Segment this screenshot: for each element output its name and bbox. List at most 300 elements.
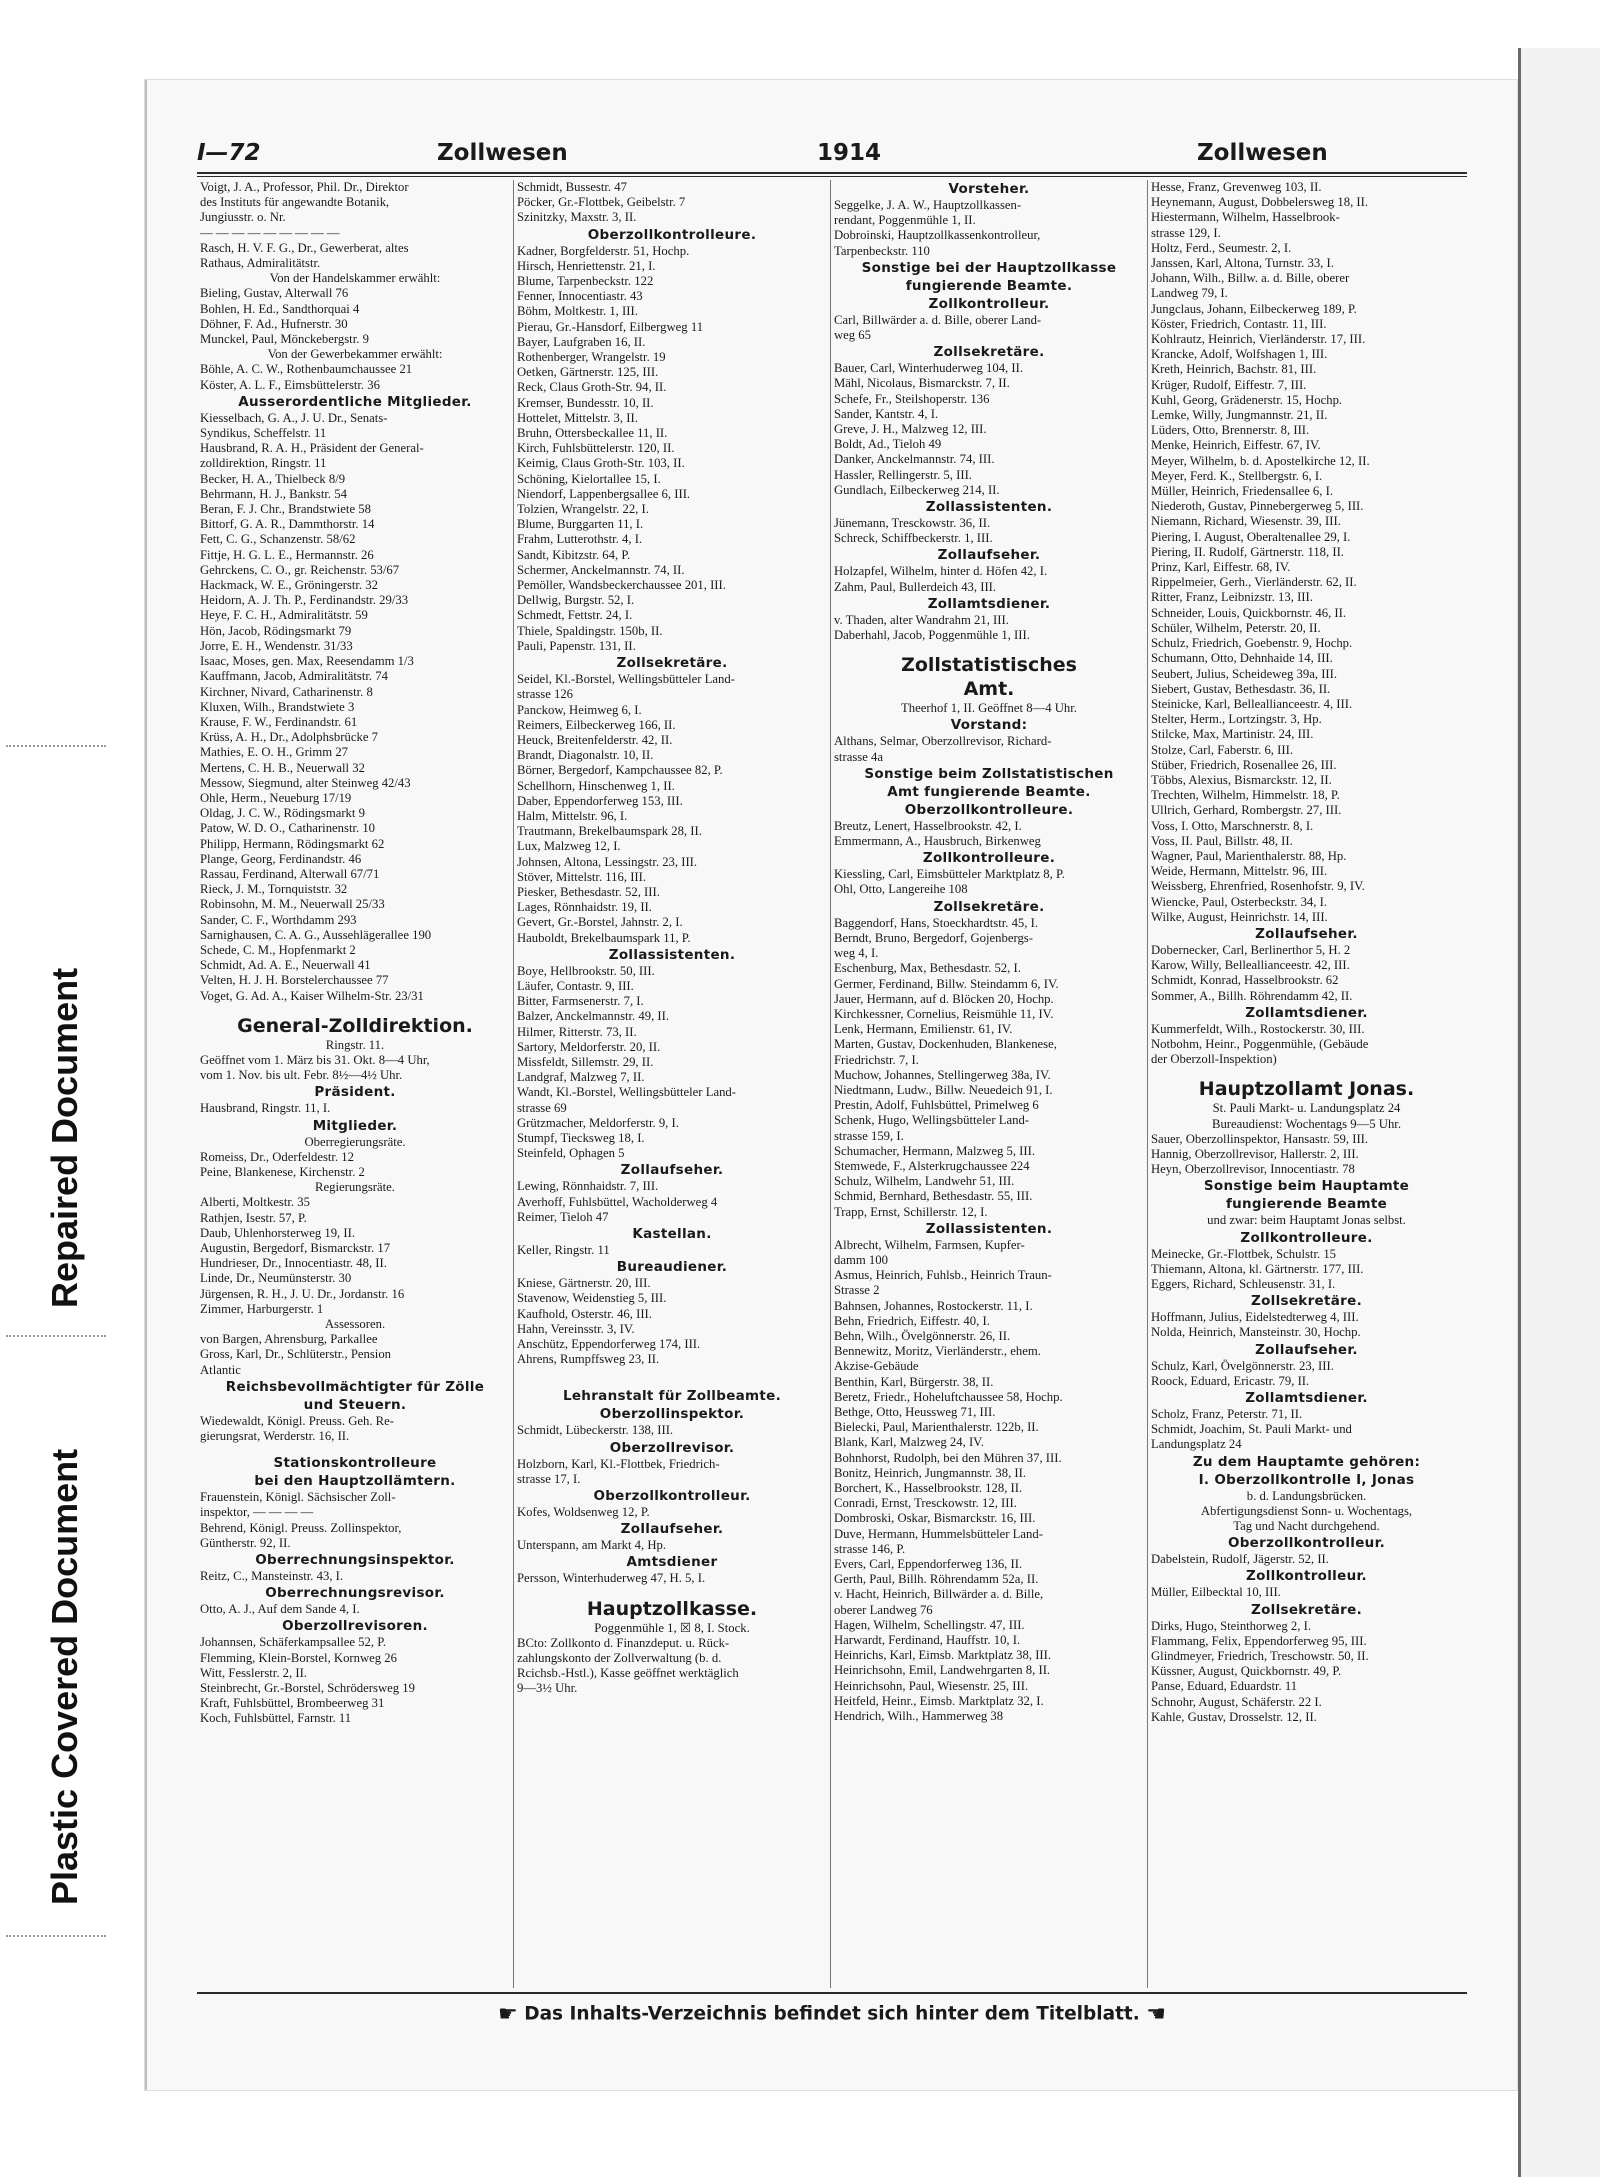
entry-line: Regierungsräte. <box>315 1180 395 1195</box>
entry-line: Carl, Billwärder a. d. Bille, oberer Land- <box>834 312 1042 327</box>
entry-line: Witt, Fesslerstr. 2, II. <box>200 1665 307 1680</box>
entry-line: Läufer, Contastr. 9, III. <box>517 978 634 993</box>
binding-sidebar <box>0 745 110 1945</box>
entry-line: Kauffmann, Jacob, Admiralitätstr. 74 <box>200 669 388 684</box>
entry-line: Oldag, J. C. W., Rödingsmarkt 9 <box>200 806 365 821</box>
entry-line: Bennewitz, Moritz, Vierländerstr., ehem. <box>834 1344 1041 1359</box>
entry-line: Krüger, Rudolf, Eiffestr. 7, III. <box>1151 377 1307 392</box>
entry-line: Karow, Willy, Belleallianceestr. 42, III. <box>1151 958 1350 973</box>
entry-line: Kreth, Heinrich, Bachstr. 81, III. <box>1151 362 1317 377</box>
entry-line: Germer, Ferdinand, Billw. Steindamm 6, IV. <box>834 976 1059 991</box>
entry-line: Ritter, Franz, Leibnizstr. 13, III. <box>1151 590 1313 605</box>
entry-line: Seidel, Kl.-Borstel, Wellingsbütteler Land- <box>517 672 735 687</box>
entry-line: Lenk, Hermann, Emilienstr. 61, IV. <box>834 1022 1013 1037</box>
section-heading: Zu dem Hauptamte gehören: <box>1192 1453 1421 1470</box>
entry-line: Trapp, Ernst, Schillerstr. 12, I. <box>834 1204 988 1219</box>
entry-line: Hön, Jacob, Rödingsmarkt 79 <box>200 623 352 638</box>
entry-line: Fittje, H. G. L. E., Hermannstr. 26 <box>200 547 374 562</box>
entry-line: Kraft, Fuhlsbüttel, Brombeerweg 31 <box>200 1696 385 1711</box>
entry-line: Dobroinski, Hauptzollkassenkontrolleur, <box>834 228 1041 243</box>
entry-line: Eggers, Richard, Schleusenstr. 31, I. <box>1151 1277 1336 1291</box>
entry-line: Bitter, Farmsenerstr. 7, I. <box>517 994 644 1009</box>
entry-line: Jorre, E. H., Wendenstr. 31/33 <box>200 638 353 653</box>
entry-line: Landungsplatz 24 <box>1151 1437 1242 1452</box>
spacer <box>200 1444 510 1454</box>
entry-line: Seubert, Julius, Scheideweg 39a, III. <box>1151 666 1338 681</box>
entry-line: Blume, Burggarten 11, I. <box>517 517 644 532</box>
entry-line: Johannsen, Schäferkampsallee 52, P. <box>200 1635 387 1650</box>
entry-line: Müller, Eilbecktal 10, III. <box>1151 1585 1281 1600</box>
entry-line: Stemwede, F., Alsterkrugchaussee 224 <box>834 1158 1030 1173</box>
entry-line: Müller, Heinrich, Friedensallee 6, I. <box>1151 484 1333 499</box>
entry-line: Ohle, Herm., Neueburg 17/19 <box>200 790 352 805</box>
header-title-right: Zollwesen <box>1197 140 1328 166</box>
entry-line: Küssner, August, Quickbornstr. 49, P. <box>1151 1664 1342 1679</box>
entry-line: Janssen, Karl, Altona, Turnstr. 33, I. <box>1151 256 1334 271</box>
entry-line: Munckel, Paul, Mönckebergstr. 9 <box>200 332 369 347</box>
entry-line: Niedtmann, Ludw., Billw. Neuedeich 91, I. <box>834 1082 1053 1097</box>
entry-line: Bayer, Laufgraben 16, II. <box>517 334 646 349</box>
entry-line: Boldt, Ad., Tieloh 49 <box>834 437 942 452</box>
entry-line: strasse 4a <box>834 749 883 764</box>
entry-line: Voss, II. Paul, Billstr. 48, II. <box>1151 833 1293 848</box>
entry-line: Sander, Kantstr. 4, I. <box>834 406 939 421</box>
entry-line: Bieling, Gustav, Alterwall 76 <box>200 286 349 301</box>
column-4 <box>1148 180 1465 1988</box>
entry-line: strasse 126 <box>517 687 574 702</box>
section-heading: Lehranstalt für Zollbeamte. <box>562 1388 782 1405</box>
entry-line: Kaufhold, Osterstr. 46, III. <box>517 1306 652 1321</box>
entry-line: Tolzien, Wrangelstr. 22, I. <box>517 502 649 517</box>
entry-line: Voget, G. Ad. A., Kaiser Wilhelm-Str. 23/31 <box>200 988 424 1003</box>
entry-line: Geöffnet vom 1. März bis 31. Okt. 8—4 Uhr, <box>200 1052 430 1067</box>
entry-line: Schefe, Fr., Steilshoperstr. 136 <box>834 391 990 406</box>
entry-line: Schulz, Friedrich, Goebenstr. 9, Hochp. <box>1151 636 1353 651</box>
entry-line: Poggenmühle 1, ☒ 8, I. Stock. <box>594 1620 750 1635</box>
entry-line: Böhle, A. C. W., Rothenbaumchaussee 21 <box>200 362 413 377</box>
section-heading: Oberzollkontrolleure. <box>904 801 1074 818</box>
entry-line: Lewing, Rönnhaidstr. 7, III. <box>517 1179 659 1194</box>
entry-line: Nolda, Heinrich, Mansteinstr. 30, Hochp. <box>1151 1325 1361 1340</box>
entry-line: Többs, Alexius, Bismarckstr. 12, II. <box>1151 772 1332 787</box>
section-heading: Bureaudiener. <box>616 1259 728 1276</box>
entry-line: Rasch, H. V. F. G., Dr., Gewerberat, altes <box>200 240 409 255</box>
spacer <box>1151 1067 1462 1077</box>
entry-line: Bohlen, H. Ed., Sandthorquai 4 <box>200 301 360 316</box>
section-heading: General-Zolldirektion. <box>237 1014 473 1037</box>
entry-line: Holzborn, Karl, Kl.-Flottbek, Friedrich- <box>517 1456 720 1471</box>
entry-line: Hottelet, Mittelstr. 3, II. <box>517 410 638 425</box>
entry-line: Jünemann, Tresckowstr. 36, II. <box>834 516 991 531</box>
entry-line: Börner, Bergedorf, Kampchaussee 82, P. <box>517 763 723 778</box>
repaired-document-label: Repaired Document <box>44 967 85 1308</box>
entry-line: Heinrichsohn, Emil, Landwehrgarten 8, II. <box>834 1663 1051 1678</box>
footer-note <box>197 2002 1467 2027</box>
entry-line: Theerhof 1, II. Geöffnet 8—4 Uhr. <box>901 701 1077 716</box>
entry-line: Behn, Wilh., Övelgönnerstr. 26, II. <box>834 1328 1011 1343</box>
entry-line: Niemann, Richard, Wiesenstr. 39, III. <box>1151 514 1341 529</box>
section-heading: Zollsekretäre. <box>616 655 728 672</box>
section-heading: Amt fungierende Beamte. <box>887 783 1091 800</box>
section-heading: Kastellan. <box>632 1226 712 1242</box>
entry-line: Schneider, Louis, Quickbornstr. 46, II. <box>1151 605 1347 620</box>
entry-line: Lüders, Otto, Brennerstr. 8, III. <box>1151 423 1310 438</box>
entry-line: BCto: Zollkonto d. Finanzdeput. u. Rück- <box>517 1635 730 1650</box>
entry-line: Wilke, August, Heinrichstr. 14, III. <box>1151 909 1328 924</box>
entry-line: Isaac, Moses, gen. Max, Reesendamm 1/3 <box>200 654 414 669</box>
entry-line: Kuhl, Georg, Grädenerstr. 15, Hochp. <box>1151 392 1343 407</box>
entry-line: Pierau, Gr.-Hansdorf, Eilbergweg 11 <box>517 319 704 334</box>
entry-line: Glindmeyer, Friedrich, Treschowstr. 50, II. <box>1151 1649 1369 1664</box>
entry-line: Heynemann, August, Dobbelersweg 18, II. <box>1151 195 1369 210</box>
entry-line: Lages, Rönnhaidstr. 19, II. <box>517 900 652 915</box>
entry-line: Evers, Carl, Eppendorferweg 136, II. <box>834 1557 1023 1572</box>
spacer <box>834 643 1144 653</box>
entry-line: Rippelmeier, Gerh., Vierländerstr. 62, II. <box>1151 575 1357 590</box>
entry-line: Conradi, Ernst, Tresckowstr. 12, III. <box>834 1496 1017 1511</box>
entry-line: Wandt, Kl.-Borstel, Wellingsbütteler Land- <box>517 1085 736 1100</box>
sidebar-divider <box>6 1335 106 1337</box>
section-heading: fungierende Beamte <box>1225 1196 1388 1213</box>
entry-line: Dirks, Hugo, Steinthorweg 2, I. <box>1151 1618 1311 1633</box>
entry-line: Reimer, Tieloh 47 <box>517 1209 609 1224</box>
section-heading: Oberrechnungsinspektor. <box>255 1552 455 1569</box>
entry-line: Rathaus, Admiralitätstr. <box>200 256 321 271</box>
entry-line: Otto, A. J., Auf dem Sande 4, I. <box>200 1602 360 1617</box>
entry-line: Schede, C. M., Hopfenmarkt 2 <box>200 942 356 957</box>
entry-line: Patow, W. D. O., Catharinenstr. 10 <box>200 821 376 836</box>
entry-line: Kiessling, Carl, Eimsbütteler Marktplatz 8, P. <box>834 867 1065 882</box>
entry-line: Heuck, Breitenfelderstr. 42, II. <box>517 732 673 747</box>
section-heading: Zollaufseher. <box>620 1162 724 1179</box>
entry-line: Schmidt, Konrad, Hasselbrookstr. 62 <box>1151 973 1339 988</box>
entry-line: — — — — — — — — — <box>200 225 340 240</box>
entry-line: Kohlrautz, Heinrich, Vierländerstr. 17, III. <box>1151 332 1366 347</box>
entry-line: Meyer, Wilhelm, b. d. Apostelkirche 12, II. <box>1151 453 1370 468</box>
entry-line: Frahm, Lutterothstr. 4, I. <box>517 532 643 547</box>
entry-line: Koch, Fuhlsbüttel, Farnstr. 11 <box>200 1711 352 1726</box>
entry-line: Balzer, Anckelmannstr. 49, II. <box>517 1009 670 1024</box>
section-heading: Hauptzollkasse. <box>586 1597 758 1620</box>
section-heading: Zollamtsdiener. <box>1245 1004 1368 1021</box>
entry-line: Schumann, Otto, Dehnhaide 14, III. <box>1151 651 1333 666</box>
entry-line: Hausbrand, Ringstr. 11, I. <box>200 1101 331 1116</box>
entry-line: Eschenburg, Max, Bethesdastr. 52, I. <box>834 961 1021 976</box>
entry-line: Hiestermann, Wilhelm, Hasselbrook- <box>1151 210 1340 225</box>
entry-line: Gevert, Gr.-Borstel, Jahnstr. 2, I. <box>517 915 683 930</box>
entry-line: Bohnhorst, Rudolph, bei den Mühren 37, III. <box>834 1450 1062 1465</box>
entry-line: Duve, Hermann, Hummelsbütteler Land- <box>834 1526 1043 1541</box>
entry-line: Schmidt, Ad. A. E., Neuerwall 41 <box>200 958 371 973</box>
section-heading: Oberzollrevisor. <box>609 1439 735 1456</box>
entry-line: Strasse 2 <box>834 1283 880 1298</box>
entry-line: gierungsrat, Werderstr. 16, II. <box>200 1429 350 1444</box>
entry-line: Köster, Friedrich, Contastr. 11, III. <box>1151 316 1327 331</box>
sidebar-divider <box>6 1935 106 1937</box>
entry-line: Böhm, Moltkestr. 1, III. <box>517 304 638 319</box>
spacer <box>517 1367 827 1377</box>
entry-line: Alberti, Moltkestr. 35 <box>200 1195 310 1210</box>
section-heading: Stationskontrolleure <box>273 1455 437 1472</box>
entry-line: Schöning, Kielortallee 15, I. <box>517 471 661 486</box>
entry-line: Averhoff, Fuhlsbüttel, Wacholderweg 4 <box>517 1194 718 1209</box>
section-heading: Zollaufseher. <box>937 547 1041 564</box>
header-rule <box>197 172 1467 174</box>
section-heading: Zollamtsdiener. <box>1245 1390 1368 1407</box>
entry-line: Fenner, Innocentiastr. 43 <box>517 289 643 304</box>
section-heading: Oberzollrevisoren. <box>282 1618 428 1635</box>
entry-line: Daber, Eppendorferweg 153, III. <box>517 793 683 808</box>
entry-line: Gehrckens, C. O., gr. Reichenstr. 53/67 <box>200 562 400 577</box>
entry-line: Steinfeld, Ophagen 5 <box>517 1146 625 1161</box>
entry-line: Notbohm, Heinr., Poggenmühle, (Gebäude <box>1151 1036 1369 1051</box>
section-heading: Ausserordentliche Mitglieder. <box>238 393 472 410</box>
running-header <box>197 126 1427 166</box>
footer-text: Das Inhalts-Verzeichnis befindet sich hinter dem Titelblatt. <box>524 2003 1140 2025</box>
entry-line: Linde, Dr., Neumünsterstr. 30 <box>200 1271 352 1286</box>
entry-line: Daberhahl, Jacob, Poggenmühle 1, III. <box>834 628 1030 643</box>
header-year: 1914 <box>817 140 882 166</box>
entry-line: Albrecht, Wilhelm, Farmsen, Kupfer- <box>834 1237 1025 1252</box>
entry-line: Behn, Friedrich, Eiffestr. 40, I. <box>834 1313 990 1328</box>
entry-line: Scholz, Franz, Peterstr. 71, II. <box>1151 1407 1303 1422</box>
sidebar-divider <box>6 745 106 747</box>
entry-line: Stavenow, Weidenstieg 5, III. <box>517 1291 667 1306</box>
entry-line: Syndikus, Scheffelstr. 11 <box>200 426 327 441</box>
entry-line: zahlungskonto der Zollverwaltung (b. d. <box>517 1651 722 1666</box>
section-heading: Oberzollkontrolleure. <box>587 226 757 243</box>
entry-line: Steinicke, Karl, Belleallianceestr. 4, III. <box>1151 696 1353 711</box>
section-heading: Sonstige bei der Hauptzollkasse <box>861 259 1117 276</box>
entry-line: Piesker, Bethesdastr. 52, III. <box>517 884 660 899</box>
section-heading: Sonstige beim Zollstatistischen <box>864 765 1114 782</box>
entry-line: Schermer, Anckelmannstr. 74, II. <box>517 562 685 577</box>
entry-line: von Bargen, Ahrensburg, Parkallee <box>200 1332 378 1347</box>
section-heading: Zollstatistisches <box>901 654 1077 677</box>
entry-line: Hendrich, Wilh., Hammerweg 38 <box>834 1709 1004 1724</box>
scan-edge <box>1518 48 1600 2177</box>
entry-line: Rathjen, Isestr. 57, P. <box>200 1210 307 1225</box>
entry-line: Halm, Mittelstr. 96, I. <box>517 808 628 823</box>
entry-line: Hoffmann, Julius, Eidelstedterweg 4, III. <box>1151 1310 1359 1325</box>
entry-line: Ullrich, Gerhard, Rombergstr. 27, III. <box>1151 803 1342 818</box>
entry-line: Kremser, Bundesstr. 10, II. <box>517 395 654 410</box>
entry-line: inspektor, — — — — <box>200 1505 314 1520</box>
section-heading: Sonstige beim Hauptamte <box>1203 1178 1410 1195</box>
entry-line: strasse 17, I. <box>517 1471 581 1486</box>
entry-line: Schüler, Wilhelm, Peterstr. 20, II. <box>1151 620 1321 635</box>
section-heading: und Steuern. <box>303 1396 407 1413</box>
entry-line: des Instituts für angewandte Botanik, <box>200 195 390 210</box>
entry-line: v. Hacht, Heinrich, Billwärder a. d. Bille, <box>834 1587 1044 1602</box>
entry-line: Meinecke, Gr.-Flottbek, Schulstr. 15 <box>1151 1246 1337 1261</box>
entry-line: Peine, Blankenese, Kirchenstr. 2 <box>200 1164 365 1179</box>
entry-line: Panckow, Heimweg 6, I. <box>517 702 642 717</box>
entry-line: Jungiusstr. o. Nr. <box>200 210 286 225</box>
entry-line: Anschütz, Eppendorferweg 174, III. <box>517 1337 701 1352</box>
section-heading: Zollassistenten. <box>608 946 736 963</box>
entry-line: Heinrichsohn, Paul, Wiesenstr. 25, III. <box>834 1678 1029 1693</box>
section-heading: Präsident. <box>314 1084 396 1101</box>
entry-line: Hundrieser, Dr., Innocentiastr. 48, II. <box>200 1256 387 1271</box>
entry-line: strasse 159, I. <box>834 1128 904 1143</box>
entry-line: Hausbrand, R. A. H., Präsident der General- <box>200 441 424 456</box>
entry-line: Kadner, Borgfelderstr. 51, Hochp. <box>517 243 690 258</box>
entry-line: Mertens, C. H. B., Neuerwall 32 <box>200 760 365 775</box>
entry-line: Niendorf, Lappenbergsallee 6, III. <box>517 486 691 501</box>
plastic-covered-label: Plastic Covered Document <box>44 1448 85 1905</box>
entry-line: Velten, H. J. H. Borstelerchaussee 77 <box>200 973 389 988</box>
entry-line: Reitz, C., Mansteinstr. 43, I. <box>200 1569 344 1584</box>
entry-line: Schumacher, Hermann, Malzweg 5, III. <box>834 1143 1036 1158</box>
entry-line: Rassau, Ferdinand, Alterwall 67/71 <box>200 866 380 881</box>
entry-line: Messow, Siegmund, alter Steinweg 42/43 <box>200 775 411 790</box>
section-heading: Hauptzollamt Jonas. <box>1198 1078 1415 1101</box>
entry-line: Kiesselbach, G. A., J. U. Dr., Senats- <box>200 410 388 425</box>
spacer <box>200 1004 510 1014</box>
entry-line: Jungclaus, Johann, Eilbeckerweg 189, P. <box>1151 301 1357 316</box>
entry-line: Zahm, Paul, Bullerdeich 43, III. <box>834 579 997 594</box>
entry-line: Benthin, Karl, Bürgerstr. 38, II. <box>834 1374 994 1389</box>
entry-line: Holtz, Ferd., Seumestr. 2, I. <box>1151 240 1292 255</box>
entry-line: Von der Handelskammer erwählt: <box>269 271 441 286</box>
entry-line: strasse 129, I. <box>1151 225 1221 240</box>
entry-line: Kirchkessner, Cornelius, Reismühle 11, IV. <box>834 1006 1054 1021</box>
entry-line: Roock, Eduard, Ericastr. 79, II. <box>1151 1373 1310 1388</box>
entry-line: damm 100 <box>834 1252 888 1267</box>
entry-line: Friedrichstr. 7, I. <box>834 1052 919 1067</box>
entry-line: Augustin, Bergedorf, Bismarckstr. 17 <box>200 1241 391 1255</box>
entry-line: Dombroski, Oskar, Bismarckstr. 16, III. <box>834 1511 1036 1526</box>
entry-line: St. Pauli Markt- u. Landungsplatz 24 <box>1212 1101 1401 1116</box>
entry-line: Kahle, Gustav, Drosselstr. 12, II. <box>1151 1709 1317 1724</box>
entry-line: Weissberg, Ehrenfried, Rosenhofstr. 9, IV. <box>1151 879 1365 894</box>
entry-line: Philipp, Hermann, Rödingsmarkt 62 <box>200 836 385 851</box>
entry-line: Prestin, Adolf, Fuhlsbüttel, Primelweg 6 <box>834 1098 1039 1113</box>
pointing-hand-icon: ☛ <box>498 2002 518 2027</box>
entry-line: Schmidt, Bussestr. 47 <box>517 180 627 194</box>
entry-line: Jürgensen, R. H., J. U. Dr., Jordanstr. 16 <box>200 1286 405 1301</box>
section-heading: Zollkontrolleure. <box>1240 1229 1373 1246</box>
entry-line: 9—3½ Uhr. <box>517 1681 578 1696</box>
section-heading: Oberzollkontrolleur. <box>1227 1535 1386 1552</box>
entry-line: Emmermann, A., Hausbruch, Birkenweg <box>834 834 1041 849</box>
entry-line: Becker, H. A., Thielbeck 8/9 <box>200 471 346 486</box>
entry-line: Wagner, Paul, Marienthalerstr. 88, Hp. <box>1151 848 1347 863</box>
section-heading: Zollsekretäre. <box>1250 1293 1362 1310</box>
entry-line: Borchert, K., Hasselbrookstr. 128, II. <box>834 1481 1023 1495</box>
entry-line: Akzise-Gebäude <box>834 1359 919 1374</box>
entry-line: Harwardt, Ferdinand, Hauffstr. 10, I. <box>834 1633 1021 1648</box>
entry-line: Pemöller, Wandsbeckerchaussee 201, III. <box>517 578 726 593</box>
entry-line: Prinz, Karl, Eiffestr. 68, IV. <box>1151 560 1291 575</box>
section-heading: Zollaufseher. <box>620 1521 724 1538</box>
entry-line: Althans, Selmar, Oberzollrevisor, Richard- <box>834 734 1052 749</box>
entry-line: Von der Gewerbekammer erwählt: <box>267 347 443 362</box>
entry-line: Brandt, Diagonalstr. 10, II. <box>517 748 654 763</box>
entry-line: der Oberzoll-Inspektion) <box>1151 1052 1277 1067</box>
entry-line: Stelter, Herm., Lortzingstr. 3, Hp. <box>1151 712 1322 727</box>
entry-line: Sarnighausen, C. A. G., Aussehlägerallee 190 <box>200 927 432 942</box>
entry-line: Schreck, Schiffbeckerstr. 1, III. <box>834 531 993 546</box>
entry-line: und zwar: beim Hauptamt Jonas selbst. <box>1207 1213 1406 1228</box>
entry-line: Ahrens, Rumpffsweg 23, II. <box>517 1352 660 1367</box>
entry-line: Muchow, Johannes, Stellingerweg 38a, IV. <box>834 1067 1051 1082</box>
entry-line: Tag und Nacht durchgehend. <box>1233 1519 1380 1534</box>
entry-line: Schmedt, Fettstr. 24, I. <box>517 608 633 623</box>
entry-line: Bethge, Otto, Heussweg 71, III. <box>834 1404 996 1419</box>
section-heading: I. Oberzollkontrolle I, Jonas <box>1198 1471 1415 1488</box>
entry-line: Ringstr. 11. <box>325 1037 385 1052</box>
entry-line: Fett, C. G., Schanzenstr. 58/62 <box>200 532 356 547</box>
section-heading: Mitglieder. <box>312 1117 398 1134</box>
section-heading: Oberrechnungsrevisor. <box>265 1585 445 1602</box>
section-heading: Zollkontrolleure. <box>922 850 1056 867</box>
entry-line: Rieck, J. M., Tornquiststr. 32 <box>200 882 348 897</box>
section-heading: Zollsekretäre. <box>1250 1601 1362 1618</box>
column-2 <box>514 180 831 1988</box>
entry-line: Schellhorn, Hinschenweg 1, II. <box>517 778 675 793</box>
section-heading: bei den Hauptzollämtern. <box>254 1473 456 1490</box>
entry-line: Asmus, Heinrich, Fuhlsb., Heinrich Traun- <box>834 1268 1052 1283</box>
entry-line: Flammang, Felix, Eppendorferweg 95, III. <box>1151 1633 1367 1648</box>
entry-line: strasse 146, P. <box>834 1541 906 1556</box>
section-heading: Vorsteher. <box>948 181 1030 197</box>
entry-line: Bureaudienst: Wochentags 9—5 Uhr. <box>1211 1116 1402 1131</box>
entry-line: Bruhn, Ottersbeckallee 11, II. <box>517 426 668 441</box>
entry-line: Stumpf, Tiecksweg 18, I. <box>517 1130 645 1145</box>
directory-columns <box>197 180 1467 1988</box>
entry-line: Johnsen, Altona, Lessingstr. 23, III. <box>517 854 698 869</box>
entry-line: Piering, I. August, Oberaltenallee 29, I. <box>1151 529 1351 544</box>
entry-line: Pöcker, Gr.-Flottbek, Geibelstr. 7 <box>517 195 686 210</box>
entry-line: Romeiss, Dr., Oderfeldestr. 12 <box>200 1149 354 1164</box>
entry-line: Niederoth, Gustav, Pinnebergerweg 5, III. <box>1151 499 1364 514</box>
entry-line: Breutz, Lenert, Hasselbrookstr. 42, I. <box>834 818 1022 833</box>
entry-line: Robinsohn, M. M., Neuerwall 25/33 <box>200 897 385 912</box>
entry-line: Beran, F. J. Chr., Brandstwiete 58 <box>200 502 371 517</box>
entry-line: Heidorn, A. J. Th. P., Ferdinandstr. 29/33 <box>200 593 409 608</box>
document-page <box>145 80 1517 2090</box>
entry-line: weg 65 <box>834 328 871 343</box>
entry-line: Thiemann, Altona, kl. Gärtnerstr. 177, III. <box>1151 1261 1364 1276</box>
entry-line: Heitfeld, Heinr., Eimsb. Marktplatz 32, I. <box>834 1693 1044 1708</box>
entry-line: strasse 69 <box>517 1100 567 1115</box>
entry-line: Köster, A. L. F., Eimsbüttelerstr. 36 <box>200 377 380 392</box>
entry-line: Menke, Heinrich, Eiffestr. 67, IV. <box>1151 438 1321 453</box>
entry-line: Hesse, Franz, Grevenweg 103, II. <box>1151 180 1322 194</box>
entry-line: Hirsch, Henriettenstr. 21, I. <box>517 258 656 273</box>
entry-line: Hahn, Vereinsstr. 3, IV. <box>517 1321 635 1336</box>
entry-line: Oberregierungsräte. <box>304 1134 406 1149</box>
entry-line: Thiele, Spaldingstr. 150b, II. <box>517 623 663 638</box>
entry-line: Wiencke, Paul, Osterbeckstr. 34, I. <box>1151 894 1328 909</box>
entry-line: Gundlach, Eilbeckerweg 214, II. <box>834 482 1000 497</box>
entry-line: Stöver, Mittelstr. 116, III. <box>517 869 647 884</box>
entry-line: Piering, II. Rudolf, Gärtnerstr. 118, II. <box>1151 544 1344 559</box>
entry-line: Stolze, Carl, Faberstr. 6, III. <box>1151 742 1293 757</box>
entry-line: Assessoren. <box>324 1317 386 1332</box>
section-heading: Reichsbevollmächtigter für Zölle <box>225 1378 485 1395</box>
entry-line: Heyn, Oberzollrevisor, Innocentiastr. 78 <box>1151 1162 1355 1177</box>
entry-line: Steinbrecht, Gr.-Borstel, Schrödersweg 19 <box>200 1681 415 1696</box>
entry-line: Kniese, Gärtnerstr. 20, III. <box>517 1276 651 1291</box>
entry-line: Hannig, Oberzollrevisor, Hallerstr. 2, III. <box>1151 1146 1359 1161</box>
entry-line: Keller, Ringstr. 11 <box>517 1243 610 1257</box>
entry-line: Seggelke, J. A. W., Hauptzollkassen- <box>834 198 1022 212</box>
entry-line: Panse, Eduard, Eduardstr. 11 <box>1151 1679 1298 1694</box>
entry-line: Ohl, Otto, Langereihe 108 <box>834 882 968 897</box>
